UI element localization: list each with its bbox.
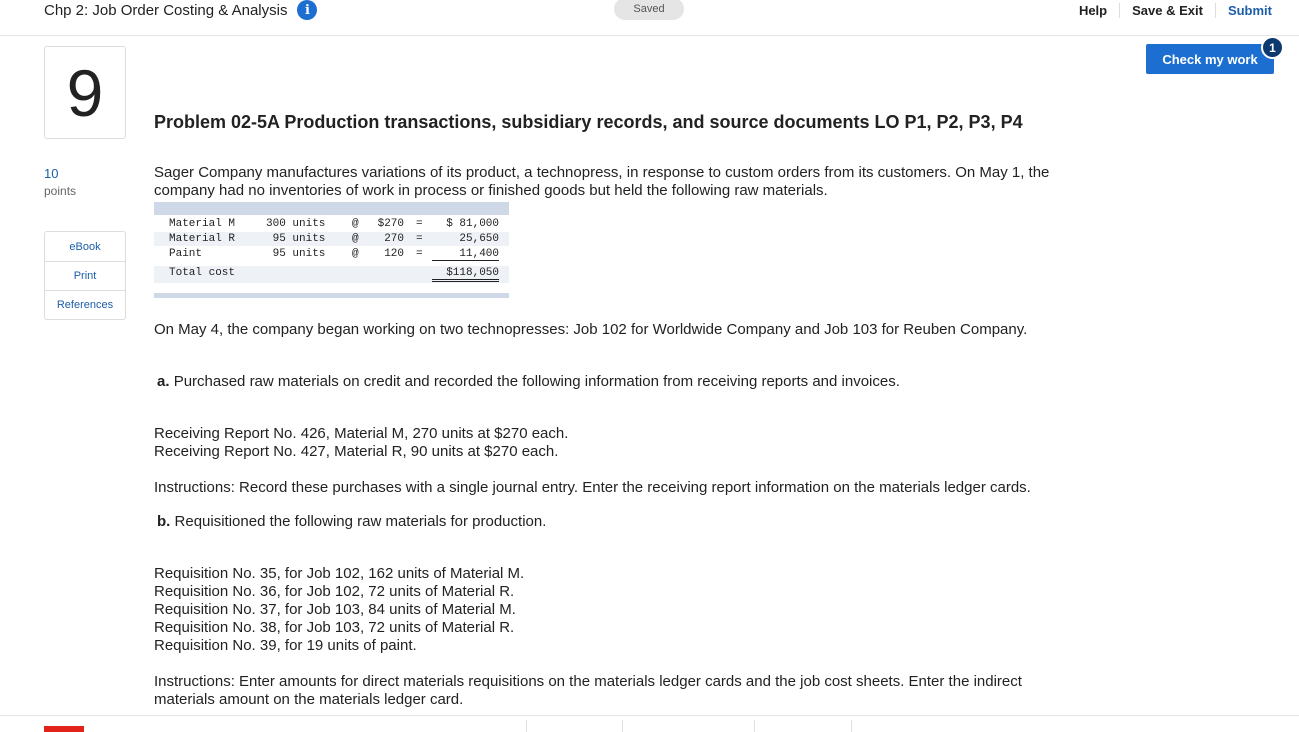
check-my-work-button[interactable]: Check my work — [1146, 44, 1274, 74]
question-number: 9 — [44, 46, 126, 139]
part-b-instructions — [154, 673, 1094, 709]
intro-line: company had no inventories of work in process or finished goods but held the following raw materials. — [154, 182, 828, 199]
raw-materials-table — [154, 202, 509, 298]
material-name: Paint — [169, 248, 203, 260]
references-link[interactable]: References — [45, 290, 125, 319]
part-a-paragraph — [157, 373, 1097, 391]
table-row — [154, 217, 509, 231]
check-attempts-badge: 1 — [1261, 36, 1284, 59]
table-bottom-band — [154, 293, 509, 298]
unit-price: 120 — [384, 248, 404, 260]
receiving-reports — [154, 425, 1094, 461]
part-a-label: a. — [157, 373, 170, 390]
part-b-text: Requisitioned the following raw materials for production. — [174, 513, 547, 530]
table-row — [154, 247, 509, 261]
intro-paragraph — [154, 164, 1094, 200]
points-value: 10 — [44, 166, 59, 181]
line-total: $ 81,000 — [446, 218, 499, 230]
part-b-label: b. — [157, 513, 171, 530]
list-item: Requisition No. 39, for 19 units of paint. — [154, 637, 417, 654]
part-b-paragraph — [157, 513, 1097, 531]
list-item: Receiving Report No. 427, Material R, 90 units at $270 each. — [154, 443, 559, 460]
at-sign: @ — [352, 218, 359, 230]
list-item: Requisition No. 37, for Job 103, 84 units of Material M. — [154, 601, 516, 618]
material-units: 300 units — [266, 218, 326, 230]
total-cost-label: Total cost — [169, 267, 236, 279]
instruction-line: Instructions: Enter amounts for direct materials requisitions on the materials ledger cards and the job cost sheets. Enter the indirect — [154, 673, 1022, 690]
total-cost-value: $118,050 — [432, 267, 499, 282]
material-units: 95 units — [266, 233, 326, 245]
list-item: Receiving Report No. 426, Material M, 270 units at $270 each. — [154, 425, 569, 442]
equals-sign: = — [416, 248, 423, 260]
at-sign: @ — [352, 248, 359, 260]
part-a-instructions: Instructions: Record these purchases with a single journal entry. Enter the receiving report information on the materials ledger cards. — [154, 479, 1031, 496]
table-row — [154, 232, 509, 246]
equals-sign: = — [416, 218, 423, 230]
may4-paragraph: On May 4, the company began working on two technopresses: Job 102 for Worldwide Company and Job 103 for Reuben Company. — [154, 321, 1028, 338]
table-total-row — [154, 266, 509, 283]
intro-line: Sager Company manufactures variations of its product, a technopress, in response to custom orders from its customers. On May 1, the — [154, 164, 1050, 181]
ebook-link[interactable]: eBook — [69, 240, 101, 253]
mcgraw-hill-logo — [44, 726, 84, 732]
part-a-text: Purchased raw materials on credit and recorded the following information from receiving reports and invoices. — [173, 373, 900, 390]
assignment-title-text: Chp 2: Job Order Costing & Analysis — [44, 1, 288, 19]
requisitions-list — [154, 565, 1094, 655]
assignment-title — [44, 0, 317, 20]
save-exit-button[interactable]: Save & Exit — [1119, 3, 1215, 18]
table-top-band — [154, 202, 509, 215]
help-button[interactable]: Help — [1078, 2, 1108, 18]
saved-status-badge: Saved — [614, 0, 684, 20]
material-units: 95 units — [266, 248, 326, 260]
problem-title: Problem 02-5A Production transactions, subsidiary records, and source documents LO P1, P2, P3, P4 — [154, 112, 1023, 132]
line-total: 11,400 — [432, 248, 499, 261]
equals-sign: = — [416, 233, 423, 245]
material-name: Material R — [169, 233, 236, 245]
at-sign: @ — [352, 233, 359, 245]
unit-price: 270 — [384, 233, 404, 245]
submit-button[interactable]: Submit — [1215, 3, 1299, 18]
material-name: Material M — [169, 218, 236, 230]
unit-price: $270 — [377, 218, 404, 230]
top-actions — [1067, 0, 1299, 20]
list-item: Requisition No. 38, for Job 103, 72 units of Material R. — [154, 619, 515, 636]
instruction-line: materials amount on the materials ledger card. — [154, 691, 464, 708]
bottom-divider — [754, 720, 755, 732]
info-icon[interactable]: i — [297, 0, 317, 20]
line-total: 25,650 — [459, 233, 499, 245]
list-item: Requisition No. 35, for Job 102, 162 units of Material M. — [154, 565, 525, 582]
resource-links — [44, 231, 126, 320]
list-item: Requisition No. 36, for Job 102, 72 units of Material R. — [154, 583, 515, 600]
points-label: points — [44, 184, 77, 198]
top-bar — [0, 0, 1299, 36]
bottom-divider — [622, 720, 623, 732]
bottom-bar — [0, 715, 1299, 732]
bottom-divider — [851, 720, 852, 732]
bottom-divider — [526, 720, 527, 732]
print-link[interactable]: Print — [45, 261, 125, 290]
